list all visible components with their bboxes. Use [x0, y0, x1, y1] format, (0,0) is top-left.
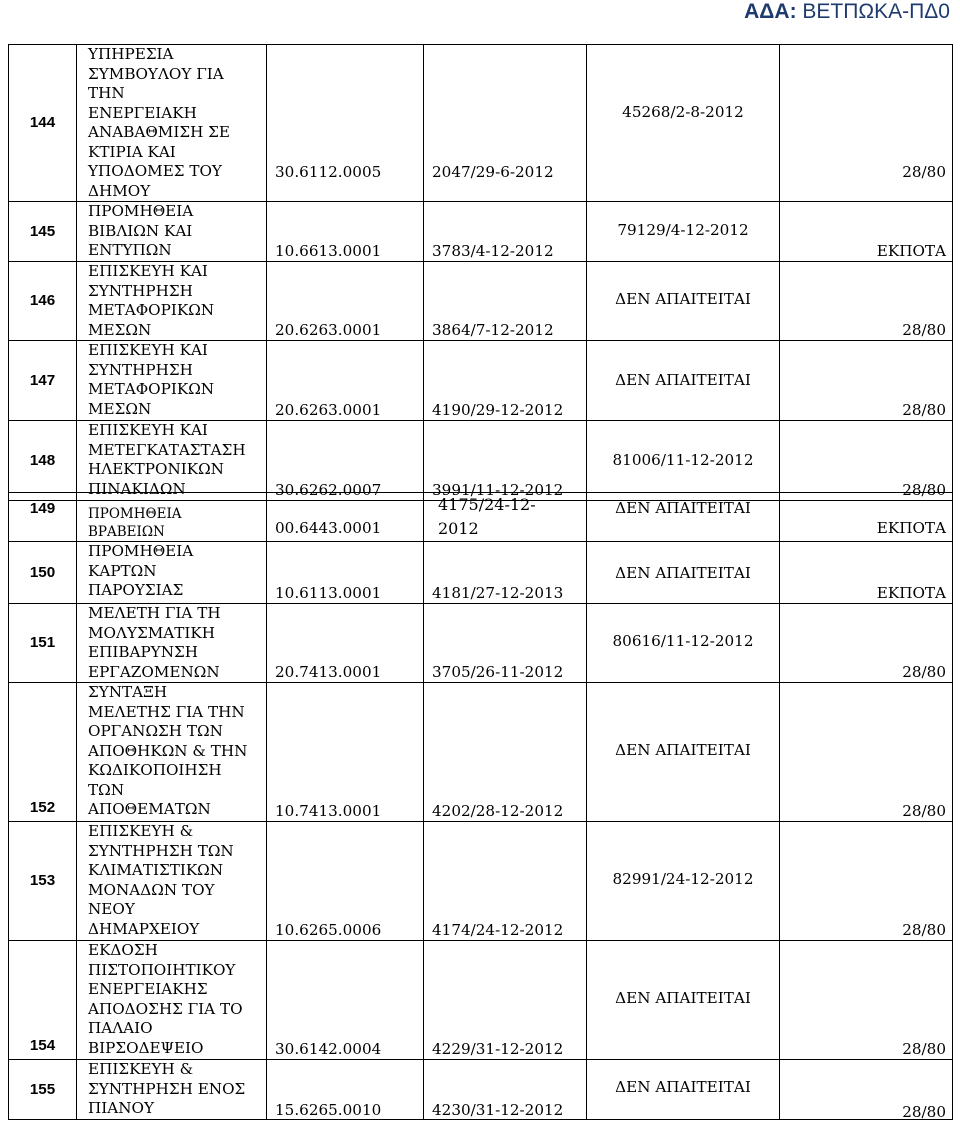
row-law: 28/80 — [902, 921, 946, 941]
ada-label: ΑΔΑ: — [744, 0, 796, 23]
table-row — [9, 1060, 953, 1120]
row-description: ΕΠΙΣΚΕΥΗ ΚΑΙ ΣΥΝΤΗΡΗΣΗ ΜΕΤΑΦΟΡΙΚΩΝ ΜΕΣΩΝ — [77, 262, 238, 340]
table-row — [9, 45, 953, 202]
row-number: 145 — [9, 202, 77, 262]
row-budget-code: 30.6262.0007 — [275, 481, 381, 501]
row-description: ΕΠΙΣΚΕΥΗ ΚΑΙ ΜΕΤΕΓΚΑΤΑΣΤΑΣΗ ΗΛΕΚΤΡΟΝΙΚΩΝ ΠΙΝΑΚΙΔΩΝ — [77, 421, 238, 499]
table-row — [9, 493, 953, 542]
row-description: ΠΡΟΜΗΘΕΙΑ ΒΡΑΒΕΙΩΝ — [77, 505, 218, 541]
row-protocol: 3864/7-12-2012 — [432, 321, 554, 341]
row-number: 147 — [9, 341, 77, 421]
row-protocol: 4174/24-12-2012 — [432, 921, 563, 941]
row-protocol: 4202/28-12-2012 — [432, 802, 563, 822]
row-description: ΠΡΟΜΗΘΕΙΑ ΚΑΡΤΩΝ ΠΑΡΟΥΣΙΑΣ — [77, 542, 208, 601]
row-reference: 79129/4-12-2012 — [587, 221, 779, 241]
row-protocol: 4190/29-12-2012 — [432, 401, 563, 421]
row-reference: ΔΕΝ ΑΠΑΙΤΕΙΤΑΙ — [587, 1078, 779, 1098]
table-row — [9, 941, 953, 1060]
row-protocol: 3991/11-12-2012 — [432, 481, 563, 501]
row-reference: ΔΕΝ ΑΠΑΙΤΕΙΤΑΙ — [587, 989, 779, 1009]
row-reference: ΔΕΝ ΑΠΑΙΤΕΙΤΑΙ — [587, 741, 779, 761]
row-law: 28/80 — [902, 1103, 946, 1122]
row-description: ΕΠΙΣΚΕΥΗ & ΣΥΝΤΗΡΗΣΗ ΤΩΝ ΚΛΙΜΑΤΙΣΤΙΚΩΝ ΜΟΝΑΔΩΝ ΤΟΥ ΝΕΟΥ ΔΗΜΑΡΧΕΙΟΥ — [77, 822, 248, 939]
row-reference: ΔΕΝ ΑΠΑΙΤΕΙΤΑΙ — [587, 564, 779, 584]
table-row — [9, 262, 953, 341]
row-budget-code: 20.6263.0001 — [275, 321, 381, 341]
table-row — [9, 822, 953, 941]
table-row — [9, 604, 953, 683]
row-law: 28/80 — [902, 401, 946, 421]
row-budget-code: 00.6443.0001 — [275, 519, 381, 539]
row-reference: 82991/24-12-2012 — [587, 870, 779, 890]
row-budget-code: 30.6112.0005 — [275, 163, 381, 183]
records-table-top — [8, 44, 953, 501]
row-law: 28/80 — [902, 321, 946, 341]
row-reference: ΔΕΝ ΑΠΑΙΤΕΙΤΑΙ — [587, 499, 779, 519]
row-description: ΠΡΟΜΗΘΕΙΑ ΒΙΒΛΙΩΝ ΚΑΙ ΕΝΤΥΠΩΝ — [77, 202, 238, 261]
row-protocol: 3783/4-12-2012 — [432, 242, 554, 262]
row-budget-code: 20.6263.0001 — [275, 401, 381, 421]
row-reference: 80616/11-12-2012 — [587, 632, 779, 652]
table-row — [9, 202, 953, 262]
row-budget-code: 10.7413.0001 — [275, 802, 381, 822]
row-law: ΕΚΠΟΤΑ — [877, 242, 946, 262]
row-number: 150 — [9, 542, 77, 604]
row-budget-code: 10.6265.0006 — [275, 921, 381, 941]
row-reference: ΔΕΝ ΑΠΑΙΤΕΙΤΑΙ — [587, 371, 779, 391]
row-number: 146 — [9, 262, 77, 341]
row-description: ΜΕΛΕΤΗ ΓΙΑ ΤΗ ΜΟΛΥΣΜΑΤΙΚΗ ΕΠΙΒΑΡΥΝΣΗ ΕΡΓΑΖΟΜΕΝΩΝ — [77, 604, 248, 682]
table-row — [9, 542, 953, 604]
row-number: 151 — [9, 604, 77, 683]
row-protocol: 4181/27-12-2013 — [432, 584, 563, 604]
row-number: 155 — [9, 1060, 77, 1120]
row-description: ΥΠΗΡΕΣΙΑ ΣΥΜΒΟΥΛΟΥ ΓΙΑ ΤΗΝ ΕΝΕΡΓΕΙΑΚΗ ΑΝΑΒΑΘΜΙΣΗ ΣΕ ΚΤΙΡΙΑ ΚΑΙ ΥΠΟΔΟΜΕΣ ΤΟΥ ΔΗΜΟΥ — [77, 45, 238, 201]
row-number: 153 — [9, 822, 77, 941]
row-description: ΕΠΙΣΚΕΥΗ ΚΑΙ ΣΥΝΤΗΡΗΣΗ ΜΕΤΑΦΟΡΙΚΩΝ ΜΕΣΩΝ — [77, 341, 238, 419]
row-protocol: 4175/24-12-2012 — [438, 493, 558, 541]
row-budget-code: 10.6613.0001 — [275, 242, 381, 262]
row-reference: 45268/2-8-2012 — [587, 103, 779, 123]
row-budget-code: 20.7413.0001 — [275, 663, 381, 683]
row-reference: ΔΕΝ ΑΠΑΙΤΕΙΤΑΙ — [587, 290, 779, 310]
row-description: ΣΥΝΤΑΞΗ ΜΕΛΕΤΗΣ ΓΙΑ ΤΗΝ ΟΡΓΑΝΩΣΗ ΤΩΝ ΑΠΟΘΗΚΩΝ & ΤΗΝ ΚΩΔΙΚΟΠΟΙΗΣΗ ΤΩΝ ΑΠΟΘΕΜΑΤΩΝ — [77, 683, 250, 820]
table-row — [9, 421, 953, 501]
ada-code: ΒΕΤΠΩΚΑ-ΠΔ0 — [802, 0, 950, 23]
row-reference: 81006/11-12-2012 — [587, 451, 779, 471]
row-description: ΕΚΔΟΣΗ ΠΙΣΤΟΠΟΙΗΤΙΚΟΥ ΕΝΕΡΓΕΙΑΚΗΣ ΑΠΟΔΟΣΗΣ ΓΙΑ ΤΟ ΠΑΛΑΙΟ ΒΙΡΣΟΔΕΨΕΙΟ — [77, 941, 248, 1058]
row-law: 28/80 — [902, 663, 946, 683]
row-protocol: 4230/31-12-2012 — [432, 1101, 563, 1121]
row-law: 28/80 — [902, 802, 946, 822]
table-row — [9, 341, 953, 421]
records-table-bottom — [8, 492, 953, 1120]
row-budget-code: 10.6113.0001 — [275, 584, 381, 604]
row-number: 154 — [9, 941, 77, 1060]
row-law: 28/80 — [902, 163, 946, 183]
row-number: 148 — [9, 421, 77, 501]
row-number: 152 — [9, 683, 77, 822]
row-protocol: 2047/29-6-2012 — [432, 163, 554, 183]
row-law: 28/80 — [902, 481, 946, 501]
ada-header — [744, 0, 950, 24]
row-law: ΕΚΠΟΤΑ — [877, 584, 946, 604]
row-number: 149 — [9, 493, 77, 542]
row-law: ΕΚΠΟΤΑ — [877, 519, 946, 539]
row-law: 28/80 — [902, 1040, 946, 1060]
row-protocol: 3705/26-11-2012 — [432, 663, 563, 683]
row-description: ΕΠΙΣΚΕΥΗ & ΣΥΝΤΗΡΗΣΗ ΕΝΟΣ ΠΙΑΝΟΥ — [77, 1060, 248, 1119]
table-row — [9, 683, 953, 822]
row-budget-code: 30.6142.0004 — [275, 1040, 381, 1060]
row-budget-code: 15.6265.0010 — [275, 1101, 381, 1121]
row-number: 144 — [9, 45, 77, 202]
row-protocol: 4229/31-12-2012 — [432, 1040, 563, 1060]
